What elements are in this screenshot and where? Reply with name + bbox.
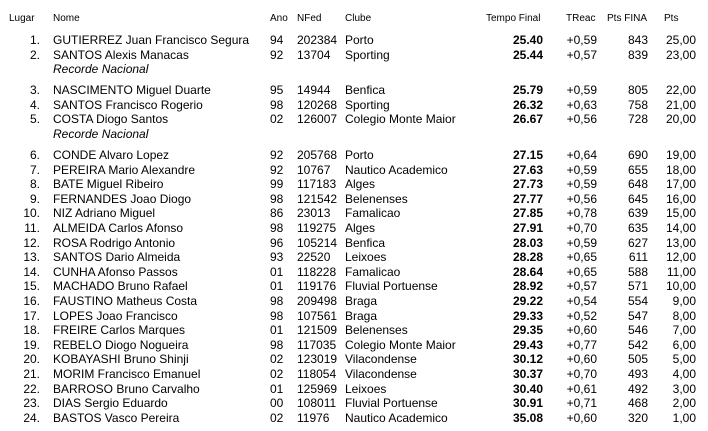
swimmer-name-cell: CONDE Alvaro Lopez <box>53 148 170 162</box>
rank-cell: 11. <box>24 221 40 235</box>
rank-cell: 5. <box>29 112 40 127</box>
birth-year-cell: 99 <box>270 177 284 192</box>
swimmer-name-cell: PEREIRA Mario Alexandre <box>53 162 196 177</box>
header-pts-fina: Pts FINA <box>607 13 648 24</box>
birth-year-cell: 86 <box>270 206 284 221</box>
rank-cell: 12. <box>23 235 40 250</box>
final-time-cell: 29.22 <box>512 294 543 308</box>
final-time-cell: 27.73 <box>512 177 543 192</box>
final-time-cell: 30.37 <box>512 367 543 381</box>
fina-points-cell: 805 <box>627 83 648 98</box>
rank-cell: 13. <box>23 250 40 265</box>
club-cell: Porto <box>345 148 374 162</box>
final-time-cell: 28.03 <box>512 235 543 250</box>
reaction-time-cell: +0,70 <box>566 221 597 235</box>
table-row <box>0 323 708 337</box>
reaction-time-cell: +0,64 <box>566 148 597 162</box>
federation-number-cell: 119275 <box>297 221 337 235</box>
club-cell: Belenenses <box>345 191 408 206</box>
final-time-cell: 28.64 <box>512 264 543 279</box>
table-row <box>0 98 708 112</box>
swimmer-name-cell: FERNANDES Joao Diogo <box>53 191 192 206</box>
reaction-time-cell: +0,60 <box>566 410 597 425</box>
federation-number-cell: 126007 <box>297 112 338 127</box>
points-cell: 9,00 <box>672 294 696 308</box>
swimmer-name-cell: CUNHA Afonso Passos <box>53 264 178 279</box>
header-nfed: NFed <box>297 13 322 24</box>
fina-points-cell: 839 <box>627 47 648 62</box>
rank-cell: 15. <box>23 279 40 294</box>
points-cell: 15,00 <box>665 206 696 221</box>
club-cell: Fluvial Portuense <box>345 396 438 411</box>
points-cell: 21,00 <box>665 97 696 112</box>
club-cell: Sporting <box>345 97 390 112</box>
fina-points-cell: 843 <box>627 33 648 47</box>
swimmer-name-cell: NIZ Adriano Miguel <box>53 206 156 221</box>
table-row <box>0 206 708 220</box>
birth-year-cell: 98 <box>270 294 284 308</box>
final-time-cell: 25.44 <box>512 47 543 62</box>
table-row <box>0 294 708 308</box>
club-cell: Colegio Monte Maior <box>345 337 456 352</box>
federation-number-cell: 23013 <box>297 206 331 221</box>
table-row <box>0 33 708 47</box>
federation-number-cell: 10767 <box>297 162 331 177</box>
points-cell: 1,00 <box>672 410 696 425</box>
header-nome: Nome <box>53 13 80 24</box>
table-row <box>0 279 708 293</box>
rank-cell: 21. <box>23 367 40 381</box>
final-time-cell: 27.15 <box>512 148 543 162</box>
federation-number-cell: 119176 <box>297 279 337 294</box>
federation-number-cell: 202384 <box>297 33 338 47</box>
table-row <box>0 148 708 162</box>
reaction-time-cell: +0,63 <box>566 97 597 112</box>
club-cell: Famalicao <box>345 264 401 279</box>
federation-number-cell: 117183 <box>297 177 337 192</box>
table-row <box>0 265 708 279</box>
reaction-time-cell: +0,59 <box>566 235 597 250</box>
points-cell: 6,00 <box>672 337 696 352</box>
points-cell: 10,00 <box>665 279 696 294</box>
table-row <box>0 382 708 396</box>
reaction-time-cell: +0,65 <box>566 250 597 265</box>
birth-year-cell: 02 <box>270 410 284 425</box>
fina-points-cell: 320 <box>627 410 648 425</box>
club-cell: Nautico Academico <box>345 410 448 425</box>
reaction-time-cell: +0,52 <box>566 308 597 323</box>
points-cell: 13,00 <box>665 235 696 250</box>
swimmer-name-cell: SANTOS Francisco Rogerio <box>53 97 203 112</box>
birth-year-cell: 92 <box>270 148 284 162</box>
table-row <box>0 352 708 366</box>
table-row <box>0 83 708 97</box>
table-row <box>0 177 708 191</box>
rank-cell: 24. <box>23 410 40 425</box>
rank-cell: 1. <box>29 33 40 47</box>
club-cell: Leixoes <box>345 250 387 265</box>
swimmer-name-cell: MACHADO Bruno Rafael <box>53 279 188 294</box>
fina-points-cell: 493 <box>627 367 648 381</box>
fina-points-cell: 627 <box>627 235 648 250</box>
final-time-cell: 29.33 <box>512 308 543 323</box>
club-cell: Braga <box>345 294 378 308</box>
swimmer-name-cell: BARROSO Bruno Carvalho <box>53 381 200 396</box>
club-cell: Famalicao <box>345 206 401 221</box>
final-time-cell: 30.40 <box>512 381 543 396</box>
final-time-cell: 27.77 <box>512 191 543 206</box>
reaction-time-cell: +0,59 <box>566 33 597 47</box>
points-cell: 25,00 <box>665 33 696 47</box>
fina-points-cell: 588 <box>627 264 648 279</box>
final-time-cell: 28.28 <box>512 250 543 265</box>
fina-points-cell: 728 <box>627 112 648 127</box>
club-cell: Benfica <box>345 235 386 250</box>
reaction-time-cell: +0,59 <box>566 177 597 192</box>
final-time-cell: 35.08 <box>512 410 543 425</box>
club-cell: Braga <box>345 308 378 323</box>
swimmer-name-cell: SANTOS Alexis Manacas <box>53 47 189 62</box>
federation-number-cell: 125969 <box>297 381 338 396</box>
swimmer-name-cell: DIAS Sergio Eduardo <box>53 396 168 411</box>
swimmer-name-cell: FREIRE Carlos Marques <box>53 323 186 338</box>
fina-points-cell: 758 <box>627 97 648 112</box>
birth-year-cell: 95 <box>270 83 284 98</box>
fina-points-cell: 648 <box>627 177 648 192</box>
birth-year-cell: 02 <box>270 112 284 127</box>
birth-year-cell: 01 <box>270 264 284 279</box>
final-time-cell: 29.43 <box>512 337 543 352</box>
fina-points-cell: 554 <box>627 294 648 308</box>
points-cell: 7,00 <box>672 323 696 338</box>
header-tempo-final: Tempo Final <box>486 13 541 24</box>
swimmer-name-cell: MORIM Francisco Emanuel <box>53 367 201 381</box>
fina-points-cell: 542 <box>627 337 648 352</box>
final-time-cell: 27.91 <box>512 221 543 235</box>
federation-number-cell: 105214 <box>297 235 338 250</box>
points-cell: 17,00 <box>665 177 696 192</box>
record-note-row <box>0 127 708 141</box>
record-note-row <box>0 62 708 76</box>
final-time-cell: 26.67 <box>512 112 543 127</box>
swimmer-name-cell: NASCIMENTO Miguel Duarte <box>53 83 211 98</box>
header-clube: Clube <box>345 13 372 24</box>
final-time-cell: 30.12 <box>512 352 543 367</box>
final-time-cell: 30.91 <box>512 396 543 411</box>
swimmer-name-cell: COSTA Diogo Santos <box>53 112 169 127</box>
reaction-time-cell: +0,59 <box>566 83 597 98</box>
reaction-time-cell: +0,71 <box>566 396 597 411</box>
fina-points-cell: 492 <box>627 381 648 396</box>
birth-year-cell: 01 <box>270 323 284 338</box>
federation-number-cell: 13704 <box>297 47 331 62</box>
final-time-cell: 25.79 <box>512 83 543 98</box>
fina-points-cell: 655 <box>627 162 648 177</box>
birth-year-cell: 98 <box>270 337 284 352</box>
table-row <box>0 48 708 62</box>
rank-cell: 14. <box>23 264 40 279</box>
federation-number-cell: 117035 <box>297 337 337 352</box>
final-time-cell: 27.85 <box>512 206 543 221</box>
club-cell: Colegio Monte Maior <box>345 112 456 127</box>
reaction-time-cell: +0,77 <box>566 337 597 352</box>
swimmer-name-cell: ROSA Rodrigo Antonio <box>53 235 176 250</box>
reaction-time-cell: +0,61 <box>566 381 597 396</box>
header-row <box>0 12 708 26</box>
table-row <box>0 411 708 425</box>
club-cell: Porto <box>345 33 374 47</box>
rank-cell: 9. <box>29 191 40 206</box>
final-time-cell: 25.40 <box>512 33 543 47</box>
reaction-time-cell: +0,65 <box>566 264 597 279</box>
federation-number-cell: 14944 <box>297 83 331 98</box>
table-row <box>0 338 708 352</box>
birth-year-cell: 01 <box>270 381 284 396</box>
swimmer-name-cell: BATE Miguel Ribeiro <box>53 177 164 192</box>
club-cell: Sporting <box>345 47 390 62</box>
reaction-time-cell: +0,59 <box>566 162 597 177</box>
club-cell: Vilacondense <box>345 367 417 381</box>
reaction-time-cell: +0,60 <box>566 323 597 338</box>
swimmer-name-cell: FAUSTINO Matheus Costa <box>53 294 198 308</box>
fina-points-cell: 645 <box>627 191 648 206</box>
federation-number-cell: 108011 <box>297 396 337 411</box>
reaction-time-cell: +0,57 <box>566 47 597 62</box>
reaction-time-cell: +0,57 <box>566 279 597 294</box>
points-cell: 3,00 <box>672 381 696 396</box>
points-cell: 8,00 <box>672 308 696 323</box>
fina-points-cell: 547 <box>627 308 648 323</box>
table-row <box>0 192 708 206</box>
table-row <box>0 250 708 264</box>
federation-number-cell: 22520 <box>297 250 331 265</box>
federation-number-cell: 118228 <box>297 264 337 279</box>
header-lugar: Lugar <box>9 13 35 24</box>
points-cell: 12,00 <box>665 250 696 265</box>
points-cell: 11,00 <box>666 264 696 279</box>
federation-number-cell: 120268 <box>297 97 338 112</box>
rank-cell: 17. <box>23 308 40 323</box>
birth-year-cell: 98 <box>270 308 284 323</box>
club-cell: Belenenses <box>345 323 408 338</box>
final-time-cell: 29.35 <box>512 323 543 338</box>
federation-number-cell: 11976 <box>297 410 330 425</box>
birth-year-cell: 96 <box>270 235 284 250</box>
birth-year-cell: 00 <box>270 396 284 411</box>
swimmer-name-cell: BASTOS Vasco Pereira <box>53 410 180 425</box>
fina-points-cell: 468 <box>627 396 648 411</box>
final-time-cell: 27.63 <box>512 162 543 177</box>
birth-year-cell: 98 <box>270 221 284 235</box>
points-cell: 2,00 <box>672 396 696 411</box>
rank-cell: 6. <box>29 148 40 162</box>
swimmer-name-cell: GUTIERREZ Juan Francisco Segura <box>53 33 250 47</box>
rank-cell: 3. <box>29 83 40 98</box>
points-cell: 18,00 <box>665 162 696 177</box>
fina-points-cell: 690 <box>627 148 648 162</box>
header-pts: Pts <box>664 13 679 24</box>
federation-number-cell: 107561 <box>297 308 338 323</box>
record-note: Recorde Nacional <box>53 127 149 141</box>
birth-year-cell: 92 <box>270 47 284 62</box>
points-cell: 22,00 <box>665 83 696 98</box>
table-row <box>0 236 708 250</box>
reaction-time-cell: +0,60 <box>566 352 597 367</box>
reaction-time-cell: +0,78 <box>566 206 597 221</box>
federation-number-cell: 118054 <box>297 367 337 381</box>
federation-number-cell: 121542 <box>297 191 338 206</box>
record-note: Recorde Nacional <box>53 62 149 77</box>
rank-cell: 7. <box>29 162 40 177</box>
fina-points-cell: 505 <box>627 352 648 367</box>
rank-cell: 2. <box>29 47 40 62</box>
rank-cell: 22. <box>23 381 40 396</box>
fina-points-cell: 546 <box>627 323 648 338</box>
birth-year-cell: 01 <box>270 279 284 294</box>
reaction-time-cell: +0,54 <box>566 294 597 308</box>
points-cell: 16,00 <box>665 191 696 206</box>
rank-cell: 18. <box>23 323 40 338</box>
federation-number-cell: 205768 <box>297 148 338 162</box>
table-row <box>0 112 708 126</box>
club-cell: Alges <box>345 221 376 235</box>
header-treac: TReac <box>566 13 596 24</box>
points-cell: 14,00 <box>665 221 696 235</box>
swimmer-name-cell: ALMEIDA Carlos Afonso <box>53 221 184 235</box>
header-ano: Ano <box>270 13 288 24</box>
points-cell: 19,00 <box>665 148 696 162</box>
rank-cell: 8. <box>29 177 40 192</box>
points-cell: 23,00 <box>665 47 696 62</box>
fina-points-cell: 635 <box>627 221 648 235</box>
fina-points-cell: 571 <box>627 279 648 294</box>
table-row <box>0 163 708 177</box>
birth-year-cell: 93 <box>270 250 284 265</box>
table-row <box>0 367 708 381</box>
fina-points-cell: 639 <box>627 206 648 221</box>
club-cell: Benfica <box>345 83 386 98</box>
final-time-cell: 26.32 <box>512 97 543 112</box>
swimmer-name-cell: LOPES Joao Francisco <box>53 308 178 323</box>
points-cell: 5,00 <box>672 352 696 367</box>
rank-cell: 20. <box>23 352 40 367</box>
points-cell: 4,00 <box>672 367 696 381</box>
birth-year-cell: 02 <box>270 352 284 367</box>
club-cell: Nautico Academico <box>345 162 448 177</box>
federation-number-cell: 123019 <box>297 352 338 367</box>
table-row <box>0 396 708 410</box>
birth-year-cell: 02 <box>270 367 284 381</box>
final-time-cell: 28.92 <box>512 279 543 294</box>
birth-year-cell: 98 <box>270 97 284 112</box>
rank-cell: 16. <box>23 294 40 308</box>
reaction-time-cell: +0,70 <box>566 367 597 381</box>
swimmer-name-cell: REBELO Diogo Nogueira <box>53 337 189 352</box>
rank-cell: 19. <box>23 337 40 352</box>
table-row <box>0 221 708 235</box>
club-cell: Alges <box>345 177 376 192</box>
federation-number-cell: 209498 <box>297 294 338 308</box>
rank-cell: 10. <box>23 206 40 221</box>
points-cell: 20,00 <box>665 112 696 127</box>
birth-year-cell: 92 <box>270 162 284 177</box>
rank-cell: 4. <box>29 97 40 112</box>
swimmer-name-cell: SANTOS Dario Almeida <box>53 250 181 265</box>
rank-cell: 23. <box>23 396 40 411</box>
club-cell: Leixoes <box>345 381 387 396</box>
birth-year-cell: 94 <box>270 33 284 47</box>
reaction-time-cell: +0,56 <box>566 112 597 127</box>
birth-year-cell: 98 <box>270 191 284 206</box>
federation-number-cell: 121509 <box>297 323 338 338</box>
club-cell: Vilacondense <box>345 352 417 367</box>
table-row <box>0 309 708 323</box>
club-cell: Fluvial Portuense <box>345 279 438 294</box>
reaction-time-cell: +0,56 <box>566 191 597 206</box>
swimmer-name-cell: KOBAYASHI Bruno Shinji <box>53 352 189 367</box>
fina-points-cell: 611 <box>628 250 648 265</box>
